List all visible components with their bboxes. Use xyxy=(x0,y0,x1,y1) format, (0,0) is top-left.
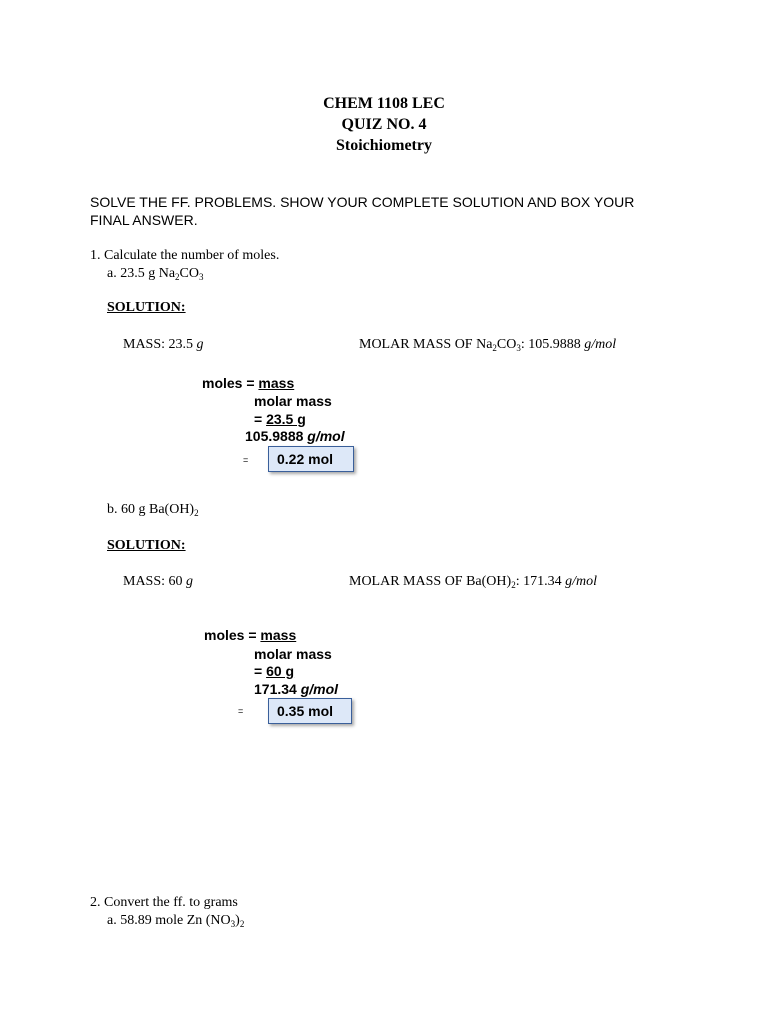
instructions-line-1: SOLVE THE FF. PROBLEMS. SHOW YOUR COMPLETE SOLUTION AND BOX YOUR xyxy=(90,194,635,210)
problem-1b-result-equals: = xyxy=(238,706,244,716)
problem-1a-substitution-denominator: 105.9888 g/mol xyxy=(245,428,345,444)
problem-1a-substitution-numerator: = 23.5 g xyxy=(254,411,306,427)
problem-1a-solution-label: SOLUTION: xyxy=(107,300,186,315)
problem-1b-formula: moles = mass xyxy=(204,627,297,643)
problem-1a-statement: a. 23.5 g $Na_2CO_3$ xyxy=(107,266,204,282)
problem-1b-statement: b. 60 g $Ba(OH)_2$ xyxy=(107,502,199,518)
instructions-line-2: FINAL ANSWER. xyxy=(90,212,198,228)
problem-2-heading: 2. Convert the ff. to grams xyxy=(90,895,238,910)
problem-1b-molar-mass: MOLAR MASS OF $Ba(OH)_2$: 171.34 g/mol xyxy=(349,574,597,590)
problem-1b-mass: MASS: 60 g xyxy=(123,574,194,589)
quiz-number: QUIZ NO. 4 xyxy=(341,116,427,133)
problem-1b-substitution-numerator: = 60 g xyxy=(254,663,295,679)
problem-1a-formula: moles = mass xyxy=(202,375,295,391)
problem-1a-result-equals: = xyxy=(243,455,249,465)
problem-1-heading: 1. Calculate the number of moles. xyxy=(90,248,280,263)
problem-1b-solution-label: SOLUTION: xyxy=(107,538,186,553)
problem-1a-formula-denominator: molar mass xyxy=(254,393,332,409)
problem-1b-answer-box: 0.35 mol xyxy=(268,698,352,724)
problem-1a-molar-mass: MOLAR MASS OF $Na_2CO_3$: 105.9888 g/mol xyxy=(359,337,617,353)
problem-1b-formula-denominator: molar mass xyxy=(254,646,332,662)
problem-1a-mass: MASS: 23.5 g xyxy=(123,337,204,352)
problem-1a-answer-box: 0.22 mol xyxy=(268,446,354,472)
problem-2a-statement: a. 58.89 mole Zn $(NO_3)_2$ xyxy=(107,913,245,929)
problem-1b-substitution-denominator: 171.34 g/mol xyxy=(254,681,339,697)
course-title: CHEM 1108 LEC xyxy=(323,95,445,112)
quiz-topic: Stoichiometry xyxy=(336,137,432,154)
